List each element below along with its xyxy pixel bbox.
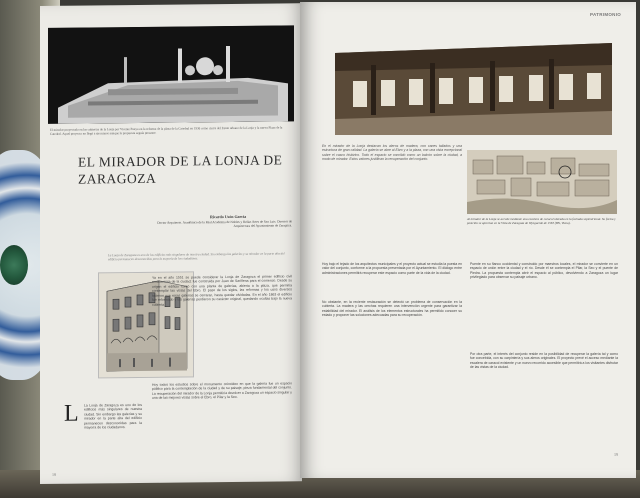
- lead-paragraph: La Lonja de Zaragoza es uno de los edificios más singulares de nuestra ciudad. Sin embargo las galerías y su mirador en la parte alta del edificio permanecen desconocidas para la mayoría de los ciudadanos.: [108, 251, 285, 262]
- left-body-1: Ya en el año 1551 se puede considerar la Lonja de Zaragoza el primer edificio civil renacentista de la ciudad; fue construida por Juan de Sariñena para el comercio. Desde su origen el edificio contó con una planta de galerías, abierta a la plaza, que permitía contemplar las vistas del Ebro. El paso de los siglos, las reformas y los usos diversos hicieron que estas galerías se cerraran, hasta quedar olvidadas. En el año 1863 el edificio fue reformado y las galerías perdieron su carácter original, quedando ocultas bajo la nueva cubierta.: [152, 274, 292, 307]
- right-folio: 19: [614, 452, 618, 457]
- author-name: Ricardo Usón García: [210, 213, 247, 220]
- right-body-3: Puente en su flanco occidental y construido por maestros locales, el mirador se convierte en un espacio de unión entre la ciudad y el río. Desde él se contempla el Pilar, la Seo y el puente de Piedra. La propuesta contempla abrir el espacio al público, devolviendo a Zaragoza un lugar privilegiado para observar su paisaje urbano.: [470, 262, 618, 280]
- right-body-1: Hoy bajo el tejado de los arquitectos municipales y el proyecto actual se estudia la puesta en valor del conjunto, conforme a la propuesta presentada por el Ayuntamiento. El diálogo entre administraciones permitirá recuperar este espacio como parte de la vida de la ciudad.: [322, 262, 462, 275]
- right-intro: En el mirador de la Lonja destacan los aleros de madera, con canes tallados y una estructura de gran calidad. La galería se abre al Ebro y a la plaza, con una vista excepcional sobre el casco histórico. Todo el espacio se concibió como un balcón sobre la ciudad, a modo de mirador. Estos valores justifican la recuperación del conjunto.: [322, 144, 462, 162]
- left-body-2: Hoy todos los estudios sobre el monumento coinciden en que la galería fue un espacio público para la contemplación de la ciudad y de su paisaje, pieza fundamental del conjunto. La recuperación del mirador de la Lonja permitiría devolver a Zaragoza un espacio singular y una de las mejores vistas sobre el Ebro, el Pilar y la Seo.: [152, 381, 292, 401]
- map-caption: Al mirador de la Lonja se accede mediante una escalera de caracol ubicada en la fachada septentrional. Su forma y posición se aprecian en la Vista de Zaragoza de Wyngaerde de 1563 (BN, Viena).: [467, 217, 616, 226]
- mirador-gallery-image: [335, 35, 612, 135]
- hero-caption: El mirador proyectado en las cubiertas de la Lonja por Vicente Pueyo en la reforma de la plaza de la Catedral en 1936 como cierre del frente urbano de la Lonja y la nueva Plaza de la Catedral. Aquel proyecto no llegó a ejecutarse aunque la propuesta seguía presente.: [50, 125, 283, 137]
- plate-decoration: [0, 245, 28, 285]
- left-folio: 18: [52, 471, 56, 477]
- right-body-4: Por otra parte, el interés del conjunto reside en la posibilidad de recuperar la galería tal y como fue concebida, con su carpintería y sus aleros originales. El proyecto prevé el acceso mediante la escalera de caracol existente y un nuevo recorrido accesible que permitirá a los visitantes disfrutar de las vistas de la ciudad.: [470, 352, 618, 370]
- author-description: Doctor Arquitecto. Académico de la Real Academia de Nobles y Bellas Artes de San Luis. Director de Arquitectura del Ayuntamiento de Zaragoza.: [157, 219, 292, 229]
- left-body-intro: La Lonja de Zaragoza es uno de los edificios más singulares de nuestra ciudad. Sin embargo las galerías y su mirador en la parte alta del edificio permanecen desconocidas para la mayoría de los ciudadanos.: [84, 402, 142, 430]
- right-body-2: No obstante, en la reciente restauración se detectó un problema de conservación en la cubierta. La madera y las cerchas requieren una intervención urgente para garantizar la estabilidad del mirador. El análisis de los elementos estructurales ha permitido conocer su estado y proponer las soluciones adecuadas para su recuperación.: [322, 300, 462, 318]
- left-page: [40, 3, 302, 484]
- section-label: PATRIMONIO: [590, 12, 622, 17]
- lonja-rendering-image: [48, 25, 294, 124]
- wyngaerde-map-image: [467, 150, 617, 214]
- drop-cap: L: [64, 400, 79, 427]
- article-title: EL MIRADOR DE LA LONJA DE ZARAGOZA: [78, 152, 283, 187]
